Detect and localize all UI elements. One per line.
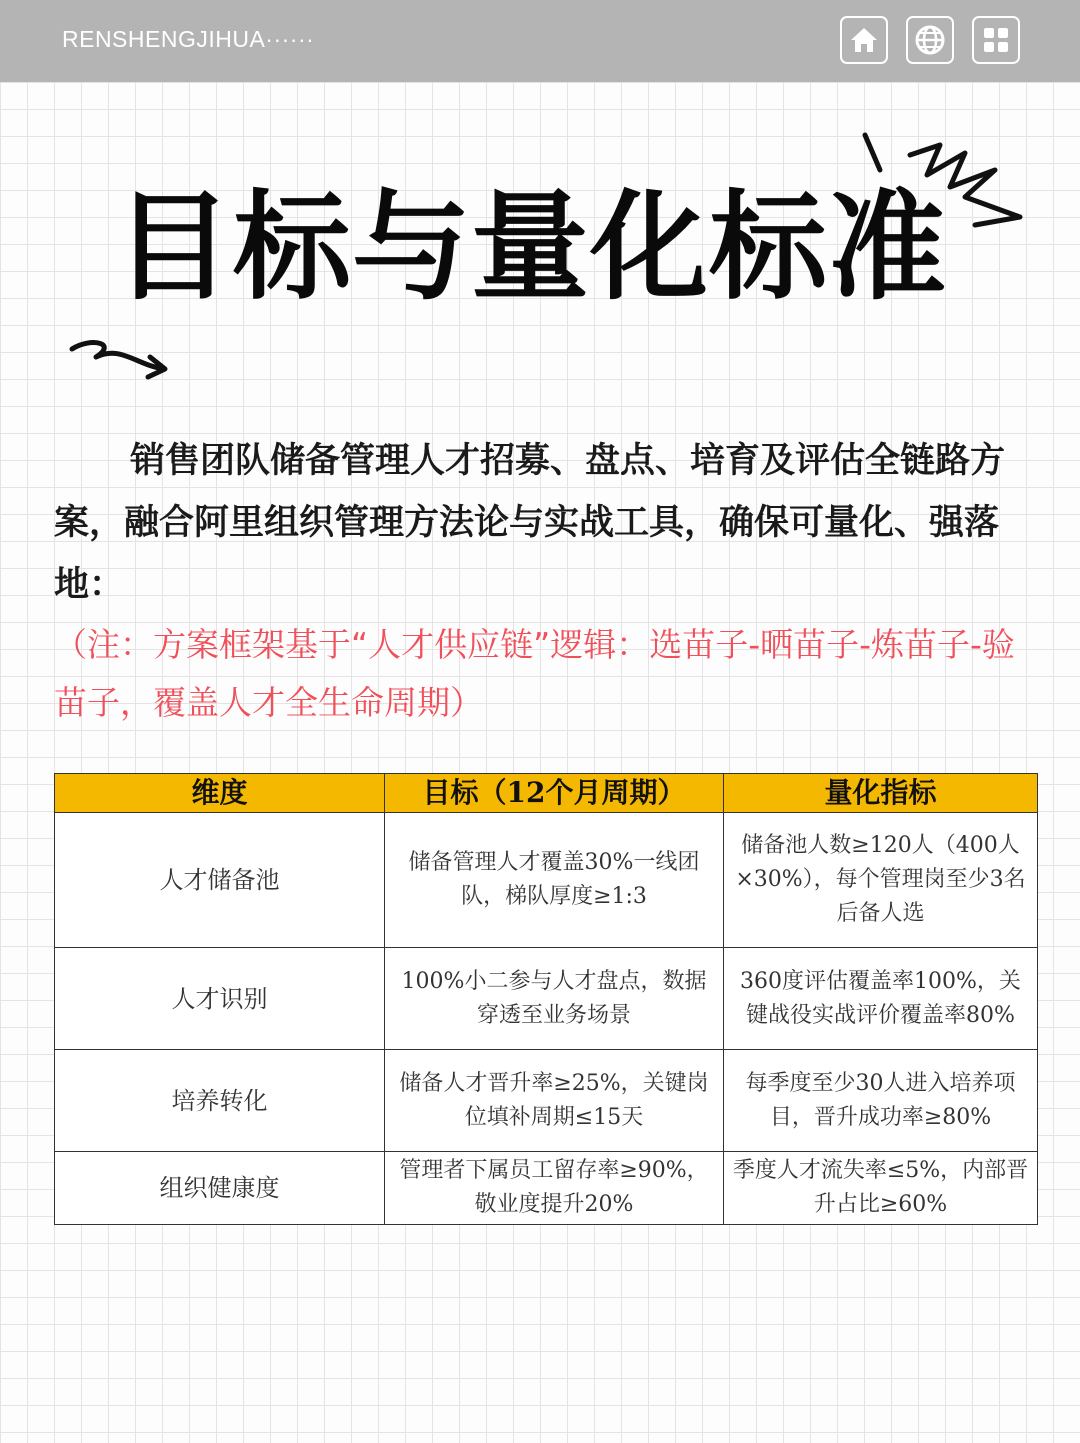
row-dimension: 人才识别 bbox=[55, 948, 385, 1050]
row-dimension: 组织健康度 bbox=[55, 1152, 385, 1225]
grid-icon bbox=[983, 27, 1009, 53]
goals-table bbox=[54, 773, 1038, 1225]
row-metric: 360度评估覆盖率100%，关键战役实战评价覆盖率80% bbox=[724, 948, 1038, 1050]
home-button[interactable] bbox=[840, 16, 888, 64]
arrow-doodle-icon bbox=[66, 335, 176, 385]
row-metric: 季度人才流失率≤5%，内部晋升占比≥60% bbox=[724, 1152, 1038, 1225]
brand-label: RENSHENGJIHUA······ bbox=[62, 26, 315, 52]
row-metric: 每季度至少30人进入培养项目，晋升成功率≥80% bbox=[724, 1050, 1038, 1152]
row-goal: 管理者下属员工留存率≥90%，敬业度提升20% bbox=[385, 1152, 724, 1225]
row-goal: 储备管理人才覆盖30%一线团队，梯队厚度≥1:3 bbox=[385, 813, 724, 948]
row-goal: 储备人才晋升率≥25%，关键岗位填补周期≤15天 bbox=[385, 1050, 724, 1152]
table-row bbox=[55, 948, 1038, 1050]
table-row bbox=[55, 1050, 1038, 1152]
globe-icon bbox=[914, 24, 946, 56]
header-dimension: 维度 bbox=[55, 774, 385, 813]
framework-note: （注：方案框架基于“人才供应链”逻辑：选苗子-晒苗子-炼苗子-验苗子，覆盖人才全生命周期） bbox=[54, 625, 1015, 722]
page-title: 目标与量化标准 bbox=[114, 178, 948, 316]
header-goal: 目标（12个月周期） bbox=[385, 774, 724, 813]
grid-menu-button[interactable] bbox=[972, 16, 1020, 64]
table-row bbox=[55, 1152, 1038, 1225]
globe-button[interactable] bbox=[906, 16, 954, 64]
row-metric: 储备池人数≥120人（400人×30%），每个管理岗至少3名后备人选 bbox=[724, 813, 1038, 948]
table-row bbox=[55, 813, 1038, 948]
intro-paragraph: 销售团队储备管理人才招募、盘点、培育及评估全链路方案，融合阿里组织管理方法论与实战工具，确保可量化、强落地： bbox=[54, 441, 1006, 605]
home-icon bbox=[849, 26, 879, 54]
row-dimension: 人才储备池 bbox=[55, 813, 385, 948]
row-goal: 100%小二参与人才盘点，数据穿透至业务场景 bbox=[385, 948, 724, 1050]
table-header-row bbox=[55, 774, 1038, 813]
header-metric: 量化指标 bbox=[724, 774, 1038, 813]
top-bar bbox=[0, 0, 1080, 82]
row-dimension: 培养转化 bbox=[55, 1050, 385, 1152]
